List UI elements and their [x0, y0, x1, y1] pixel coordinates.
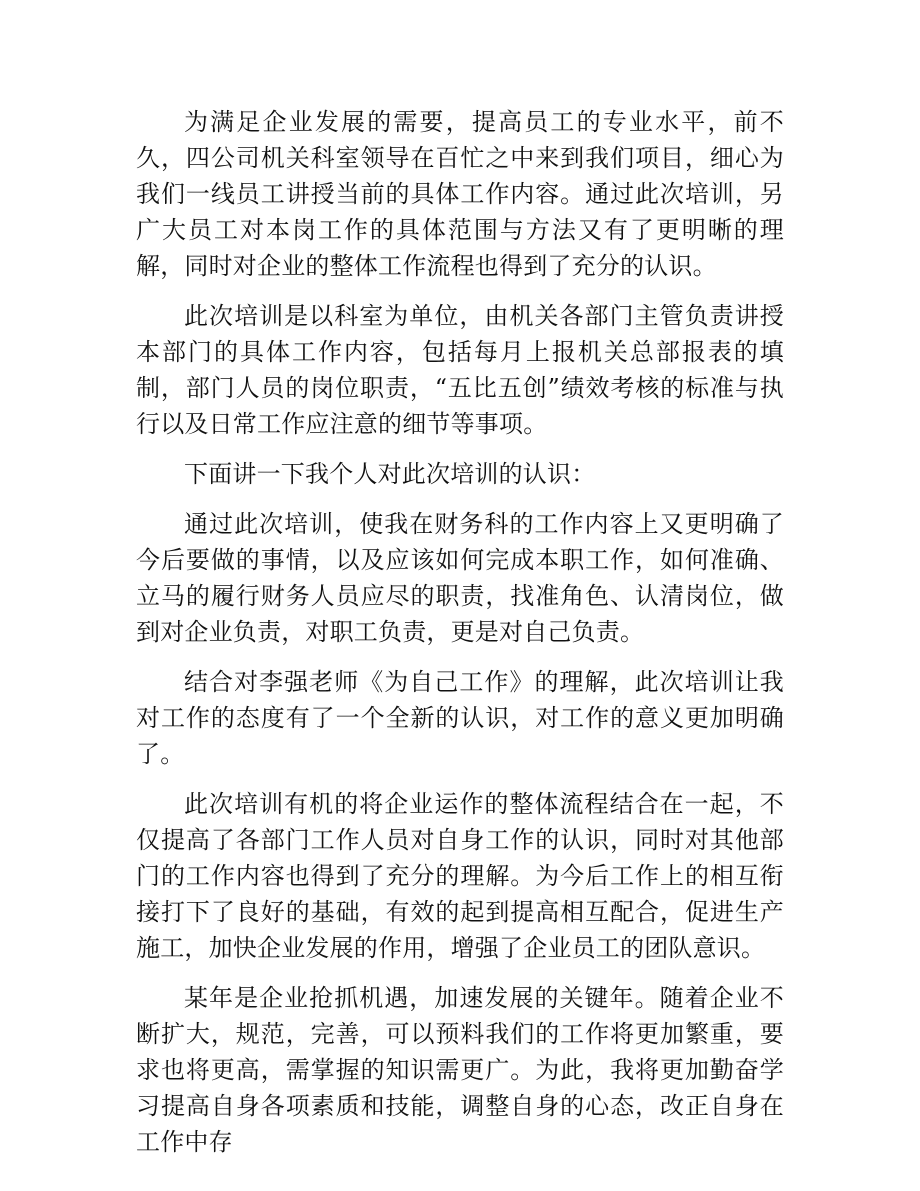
paragraph-7: 某年是企业抢抓机遇，加速发展的关键年。随着企业不断扩大，规范，完善，可以预料我们的工作将更加繁重，要求也将更高，需掌握的知识需更广。为此，我将更加勤奋学习提高自身各项素质和技能，调整自身的心态，改正自身在工作中存: [136, 984, 784, 1156]
document-body: [136, 104, 784, 1174]
paragraph-5: 结合对李强老师《为自己工作》的理解，此次培训让我对工作的态度有了一个全新的认识，对工作的意义更加明确了。: [136, 668, 784, 768]
paragraph-6: 此次培训有机的将企业运作的整体流程结合在一起，不仅提高了各部门工作人员对自身工作的认识，同时对其他部门的工作内容也得到了充分的理解。为今后工作上的相互衔接打下了良好的基础，有效的起到提高相互配合，促进生产施工，加快企业发展的作用，增强了企业员工的团队意识。: [136, 790, 784, 962]
paragraph-2: 此次培训是以科室为单位，由机关各部门主管负责讲授本部门的具体工作内容，包括每月上报机关总部报表的填制，部门人员的岗位职责，“五比五创”绩效考核的标准与执行以及日常工作应注意的细节等事项。: [136, 302, 784, 438]
paragraph-4: 通过此次培训，使我在财务科的工作内容上又更明确了今后要做的事情，以及应该如何完成本职工作，如何准确、立马的履行财务人员应尽的职责，找准角色、认清岗位，做到对企业负责，对职工负责，更是对自己负责。: [136, 510, 784, 646]
paragraph-3: 下面讲一下我个人对此次培训的认识：: [184, 460, 596, 488]
paragraph-1: 为满足企业发展的需要，提高员工的专业水平，前不久，四公司机关科室领导在百忙之中来到我们项目，细心为我们一线员工讲授当前的具体工作内容。通过此次培训，另广大员工对本岗工作的具体范围与方法又有了更明晰的理解，同时对企业的整体工作流程也得到了充分的认识。: [136, 108, 784, 280]
